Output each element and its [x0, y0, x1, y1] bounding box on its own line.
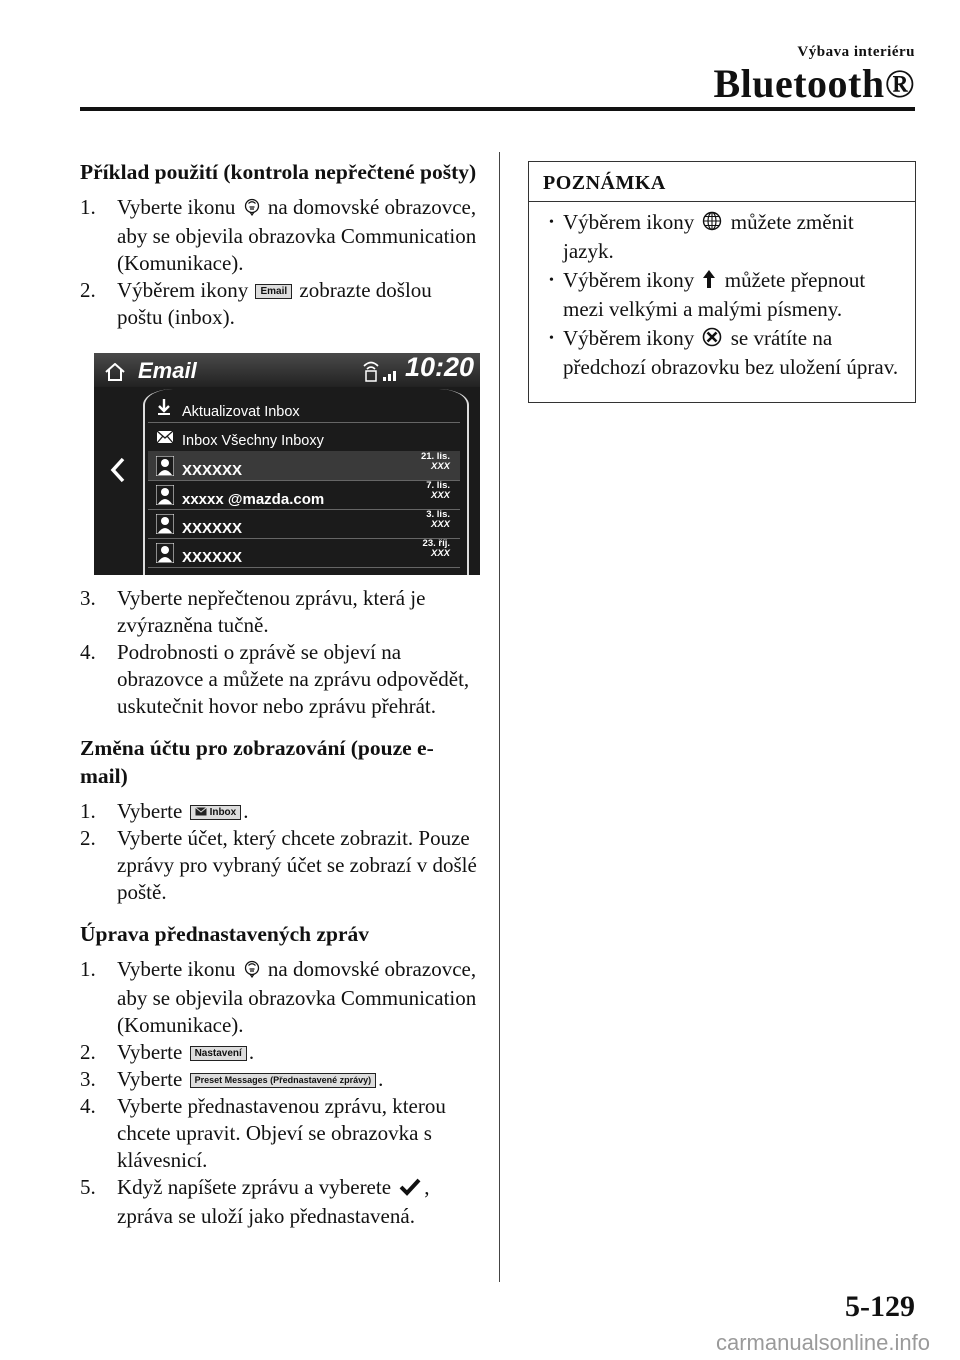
bullet-dot: • [549, 273, 554, 288]
contact-icon [156, 543, 174, 573]
note-body [529, 202, 915, 381]
note-text: Výběrem ikony [563, 210, 695, 234]
step-text: Vyberte [117, 799, 183, 823]
note-text: můžete přepnout mezi velkými a malými písmeny. [563, 268, 866, 321]
step-number: 1. [80, 957, 96, 981]
header-rule [80, 107, 915, 111]
list-item-label: Aktualizovat Inbox [182, 404, 300, 420]
list-item[interactable] [148, 422, 460, 452]
note-bullet [549, 267, 899, 323]
message-sender: xxxxx @mazda.com [182, 491, 325, 508]
step-text: Vyberte [117, 1067, 183, 1091]
message-row[interactable] [148, 480, 460, 510]
note-bullet [549, 209, 899, 265]
step-item [80, 798, 480, 825]
message-sender: XXXXXX [182, 520, 243, 537]
step-text: Podrobnosti o zprávě se objeví na obrazovce a můžete na zprávu odpovědět, uskutečnit hovor nebo zprávu přehrát. [117, 640, 470, 718]
step-text: Vyberte ikonu [117, 195, 236, 219]
step-item [80, 194, 480, 277]
message-row[interactable] [148, 509, 460, 539]
watermark: carmanualsonline.info [715, 1330, 930, 1355]
email-screen [94, 353, 480, 575]
message-row[interactable] [148, 538, 460, 568]
step-item [80, 1174, 480, 1230]
step-number: 3. [80, 1067, 96, 1091]
checkmark-icon [399, 1176, 421, 1203]
step-text: . [378, 1067, 384, 1091]
bullet-dot: • [549, 331, 554, 346]
step-item [80, 1066, 480, 1093]
step-number: 1. [80, 799, 96, 823]
email-button[interactable]: Email [255, 284, 292, 299]
heading-unread-mail: Příklad použití (kontrola nepřečtené pošty) [80, 160, 477, 184]
home-icon[interactable] [104, 361, 126, 388]
step-item [80, 277, 480, 331]
message-row[interactable] [148, 451, 460, 481]
note-text: Výběrem ikony [563, 268, 695, 292]
step-text: Vyberte nepřečtenou zprávu, která je zvýrazněna tučně. [117, 586, 426, 637]
communication-icon [244, 958, 260, 985]
message-date: 21. lis. XXX [420, 451, 450, 472]
note-box [528, 161, 916, 403]
cancel-x-icon [702, 327, 722, 354]
signal-status-icon [360, 357, 400, 390]
message-date: 7. lis. XXX [426, 480, 450, 501]
note-text: Výběrem ikony [563, 326, 695, 350]
step-number: 5. [80, 1175, 96, 1199]
envelope-icon [156, 427, 174, 454]
list-item[interactable] [148, 393, 460, 423]
step-item [80, 1039, 480, 1066]
note-bullet [549, 325, 899, 381]
heading-change-account: Změna účtu pro zobrazování (pouze e-mail) [80, 736, 434, 788]
step-item [80, 639, 480, 720]
inbox-button[interactable]: Inbox [190, 805, 242, 820]
step-text: na domovské obrazovce, aby se objevila obrazovka Communication (Komunikace). [117, 957, 477, 1037]
page-title: Bluetooth® [713, 61, 915, 106]
step-item [80, 1093, 480, 1174]
step-text: Výběrem ikony [117, 278, 249, 302]
shift-arrow-icon [702, 269, 716, 296]
list-item-label: Inbox Všechny Inboxy [182, 433, 324, 449]
screen-clock: 10:20 [404, 353, 474, 382]
step-number: 4. [80, 1094, 96, 1118]
step-number: 2. [80, 1040, 96, 1064]
step-text: na domovské obrazovce, aby se objevila obrazovka Communication (Komunikace). [117, 195, 477, 275]
heading-preset-messages: Úprava přednastavených zpráv [80, 922, 370, 946]
note-title: POZNÁMKA [529, 162, 915, 202]
step-number: 4. [80, 640, 96, 664]
communication-icon [244, 196, 260, 223]
bullet-dot: • [549, 215, 554, 230]
globe-icon [702, 211, 722, 238]
step-text: Vyberte účet, který chcete zobrazit. Pouze zprávy pro vybraný účet se zobrazí v došlé poště. [117, 826, 477, 904]
message-date: 23. říj. XXX [422, 538, 450, 559]
message-sender: XXXXXX [182, 549, 243, 566]
column-divider [499, 152, 500, 1282]
step-text: Když napíšete zprávu a vyberete [117, 1175, 392, 1199]
back-chevron-icon[interactable] [110, 457, 126, 490]
step-number: 2. [80, 278, 96, 302]
message-sender: XXXXXX [182, 462, 243, 479]
step-text: Vyberte [117, 1040, 183, 1064]
section-title: Výbava interiéru [797, 44, 915, 60]
screen-title: Email [138, 358, 197, 383]
step-text: . [243, 799, 249, 823]
step-text: zobrazte došlou poštu (inbox). [117, 278, 432, 329]
step-number: 2. [80, 826, 96, 850]
left-column [80, 158, 480, 1230]
page-number: 5-129 [845, 1290, 915, 1323]
step-text: Vyberte přednastavenou zprávu, kterou chcete upravit. Objeví se obrazovka s klávesnicí. [117, 1094, 446, 1172]
step-number: 3. [80, 586, 96, 610]
step-item [80, 956, 480, 1039]
step-item [80, 585, 480, 639]
step-text: , zpráva se uloží jako přednastavená. [117, 1175, 430, 1228]
step-item [80, 825, 480, 906]
note-text: se vrátíte na předchozí obrazovku bez uložení úprav. [563, 326, 899, 379]
settings-button[interactable]: Nastavení [190, 1046, 247, 1061]
step-number: 1. [80, 195, 96, 219]
preset-messages-button[interactable]: Preset Messages (Přednastavené zprávy) [190, 1073, 377, 1088]
step-text: Vyberte ikonu [117, 957, 236, 981]
step-text: . [248, 1040, 255, 1064]
message-date: 3. lis. XXX [426, 509, 450, 530]
note-text: můžete změnit jazyk. [563, 210, 854, 263]
